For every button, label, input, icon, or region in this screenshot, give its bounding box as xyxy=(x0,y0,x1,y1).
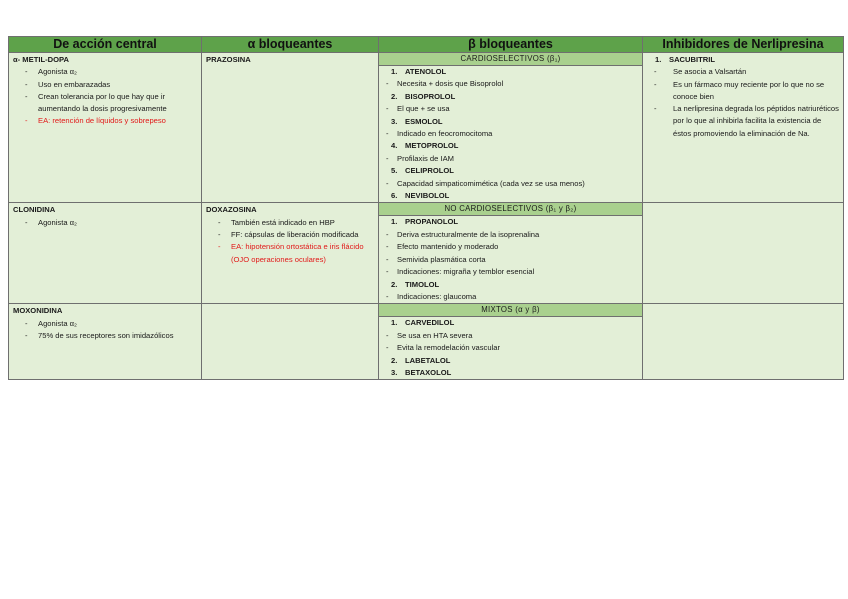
bullet-item: - Es un fármaco muy reciente por lo que no se conoce bien xyxy=(647,79,839,104)
header-central[interactable]: De acción central xyxy=(9,37,202,53)
bullet-item: - Crean tolerancia por lo que hay que ir aumentando la dosis progresivamente xyxy=(25,91,197,116)
subgroup-header: NO CARDIOSELECTIVOS (β₁ y β₂) xyxy=(379,203,642,216)
bullet-item: - Evita la remodelación vascular xyxy=(383,342,638,354)
list-number: 1. xyxy=(391,217,398,227)
header-alpha-blockers[interactable]: α bloqueantes xyxy=(202,37,379,53)
drug-name: 5. CELIPROLOL xyxy=(383,165,638,177)
cell-empty[interactable] xyxy=(202,304,379,380)
bullet-list xyxy=(13,66,197,127)
list-number: 4. xyxy=(391,141,398,151)
adverse-effect-note: - EA: retención de líquidos y sobrepeso xyxy=(25,115,197,127)
header-beta-blockers[interactable]: β bloqueantes xyxy=(379,37,643,53)
bullet-item: - Necesita + dosis que Bisoprolol xyxy=(383,78,638,90)
bullet-item: - Agonista α₂ xyxy=(25,66,197,78)
cell-sacubitril[interactable] xyxy=(643,53,844,203)
cell-empty[interactable] xyxy=(643,203,844,304)
bullet-item: - Agonista α₂ xyxy=(25,217,197,229)
drug-name: 4. METOPROLOL xyxy=(383,140,638,152)
bullet-list xyxy=(13,318,197,343)
bullet-item: - Agonista α₂ xyxy=(25,318,197,330)
list-number: 5. xyxy=(391,166,398,176)
bullet-item: - Efecto mantenido y moderado xyxy=(383,241,638,253)
drug-name: 1. ATENOLOL xyxy=(383,66,638,78)
bullet-item: - La nerlipresina degrada los péptidos natriuréticos por lo que al inhibirla facilita la existencia de éstos promoviendo la eliminación de Na. xyxy=(647,103,839,140)
list-number: 3. xyxy=(391,116,398,126)
bullet-item: - Capacidad simpaticomimética (cada vez se usa menos) xyxy=(383,178,638,190)
bullet-list xyxy=(13,217,197,229)
subgroup-header: MIXTOS (α y β) xyxy=(379,304,642,317)
drug-name: CLONIDINA xyxy=(13,205,56,215)
bullet-list xyxy=(206,217,374,266)
cell-metildopa[interactable] xyxy=(9,53,202,203)
bullet-item: - Se asocia a Valsartán xyxy=(647,66,839,78)
bullet-item: - Se usa en HTA severa xyxy=(383,330,638,342)
cell-cardioselectivos[interactable] xyxy=(379,53,643,203)
bullet-item: - Indicaciones: glaucoma xyxy=(383,291,638,303)
drug-name: 2. TIMOLOL xyxy=(383,279,638,291)
drug-name: 3. ESMOLOL xyxy=(383,116,638,128)
bullet-item: - El que + se usa xyxy=(383,103,638,115)
drug-name: 3. BETAXOLOL xyxy=(383,367,638,379)
cell-prazosina[interactable] xyxy=(202,53,379,203)
list-number: 6. xyxy=(391,191,398,201)
drug-name: 1. PROPANOLOL xyxy=(383,216,638,228)
drug-table xyxy=(8,36,844,380)
table-row xyxy=(9,53,844,203)
bullet-item: - 75% de sus receptores son imidazólicos xyxy=(25,330,197,342)
subgroup-header: CARDIOSELECTIVOS (β₁) xyxy=(379,53,642,66)
list-number: 2. xyxy=(391,355,398,365)
table-row xyxy=(9,304,844,380)
drug-name: MOXONIDINA xyxy=(13,306,63,316)
bullet-item: - Semivida plasmática corta xyxy=(383,254,638,266)
drug-name: PRAZOSINA xyxy=(206,55,251,64)
header-row xyxy=(9,37,844,53)
adverse-effect-note: - EA: hipotensión ortostática e iris flácido (OJO operaciones oculares) xyxy=(218,241,374,266)
drug-name: DOXAZOSINA xyxy=(206,205,257,215)
drug-name: 2. LABETALOL xyxy=(383,355,638,367)
bullet-item: - Indicado en feocromocitoma xyxy=(383,128,638,140)
subgroup-body xyxy=(379,66,642,202)
drug-name: 1. SACUBITRIL xyxy=(647,54,839,66)
list-number: 3. xyxy=(391,367,398,377)
cell-clonidina[interactable] xyxy=(9,203,202,304)
bullet-item: - Uso en embarazadas xyxy=(25,79,197,91)
cell-moxonidina[interactable] xyxy=(9,304,202,380)
list-number: 1. xyxy=(391,318,398,328)
subgroup-body xyxy=(379,216,642,303)
drug-name: α- METIL-DOPA xyxy=(13,55,69,64)
header-nerlipresina-inhibitors[interactable]: Inhibidores de Nerlipresina xyxy=(643,37,844,53)
bullet-item: - Deriva estructuralmente de la isoprenalina xyxy=(383,229,638,241)
list-number: 2. xyxy=(391,279,398,289)
list-number: 2. xyxy=(391,91,398,101)
table-row xyxy=(9,203,844,304)
drug-name: 1. CARVEDILOL xyxy=(383,317,638,329)
bullet-item: - FF: cápsulas de liberación modificada xyxy=(218,229,374,241)
bullet-item: - Indicaciones: migraña y temblor esencial xyxy=(383,266,638,278)
cell-mixtos[interactable] xyxy=(379,304,643,380)
bullet-item: - Profilaxis de IAM xyxy=(383,153,638,165)
cell-no-cardioselectivos[interactable] xyxy=(379,203,643,304)
list-number: 1. xyxy=(655,55,662,64)
cell-doxazosina[interactable] xyxy=(202,203,379,304)
drug-name: 6. NEVIBOLOL xyxy=(383,190,638,202)
list-number: 1. xyxy=(391,67,398,76)
subgroup-body xyxy=(379,317,642,379)
drug-name: 2. BISOPROLOL xyxy=(383,91,638,103)
cell-empty[interactable] xyxy=(643,304,844,380)
bullet-item: - También está indicado en HBP xyxy=(218,217,374,229)
